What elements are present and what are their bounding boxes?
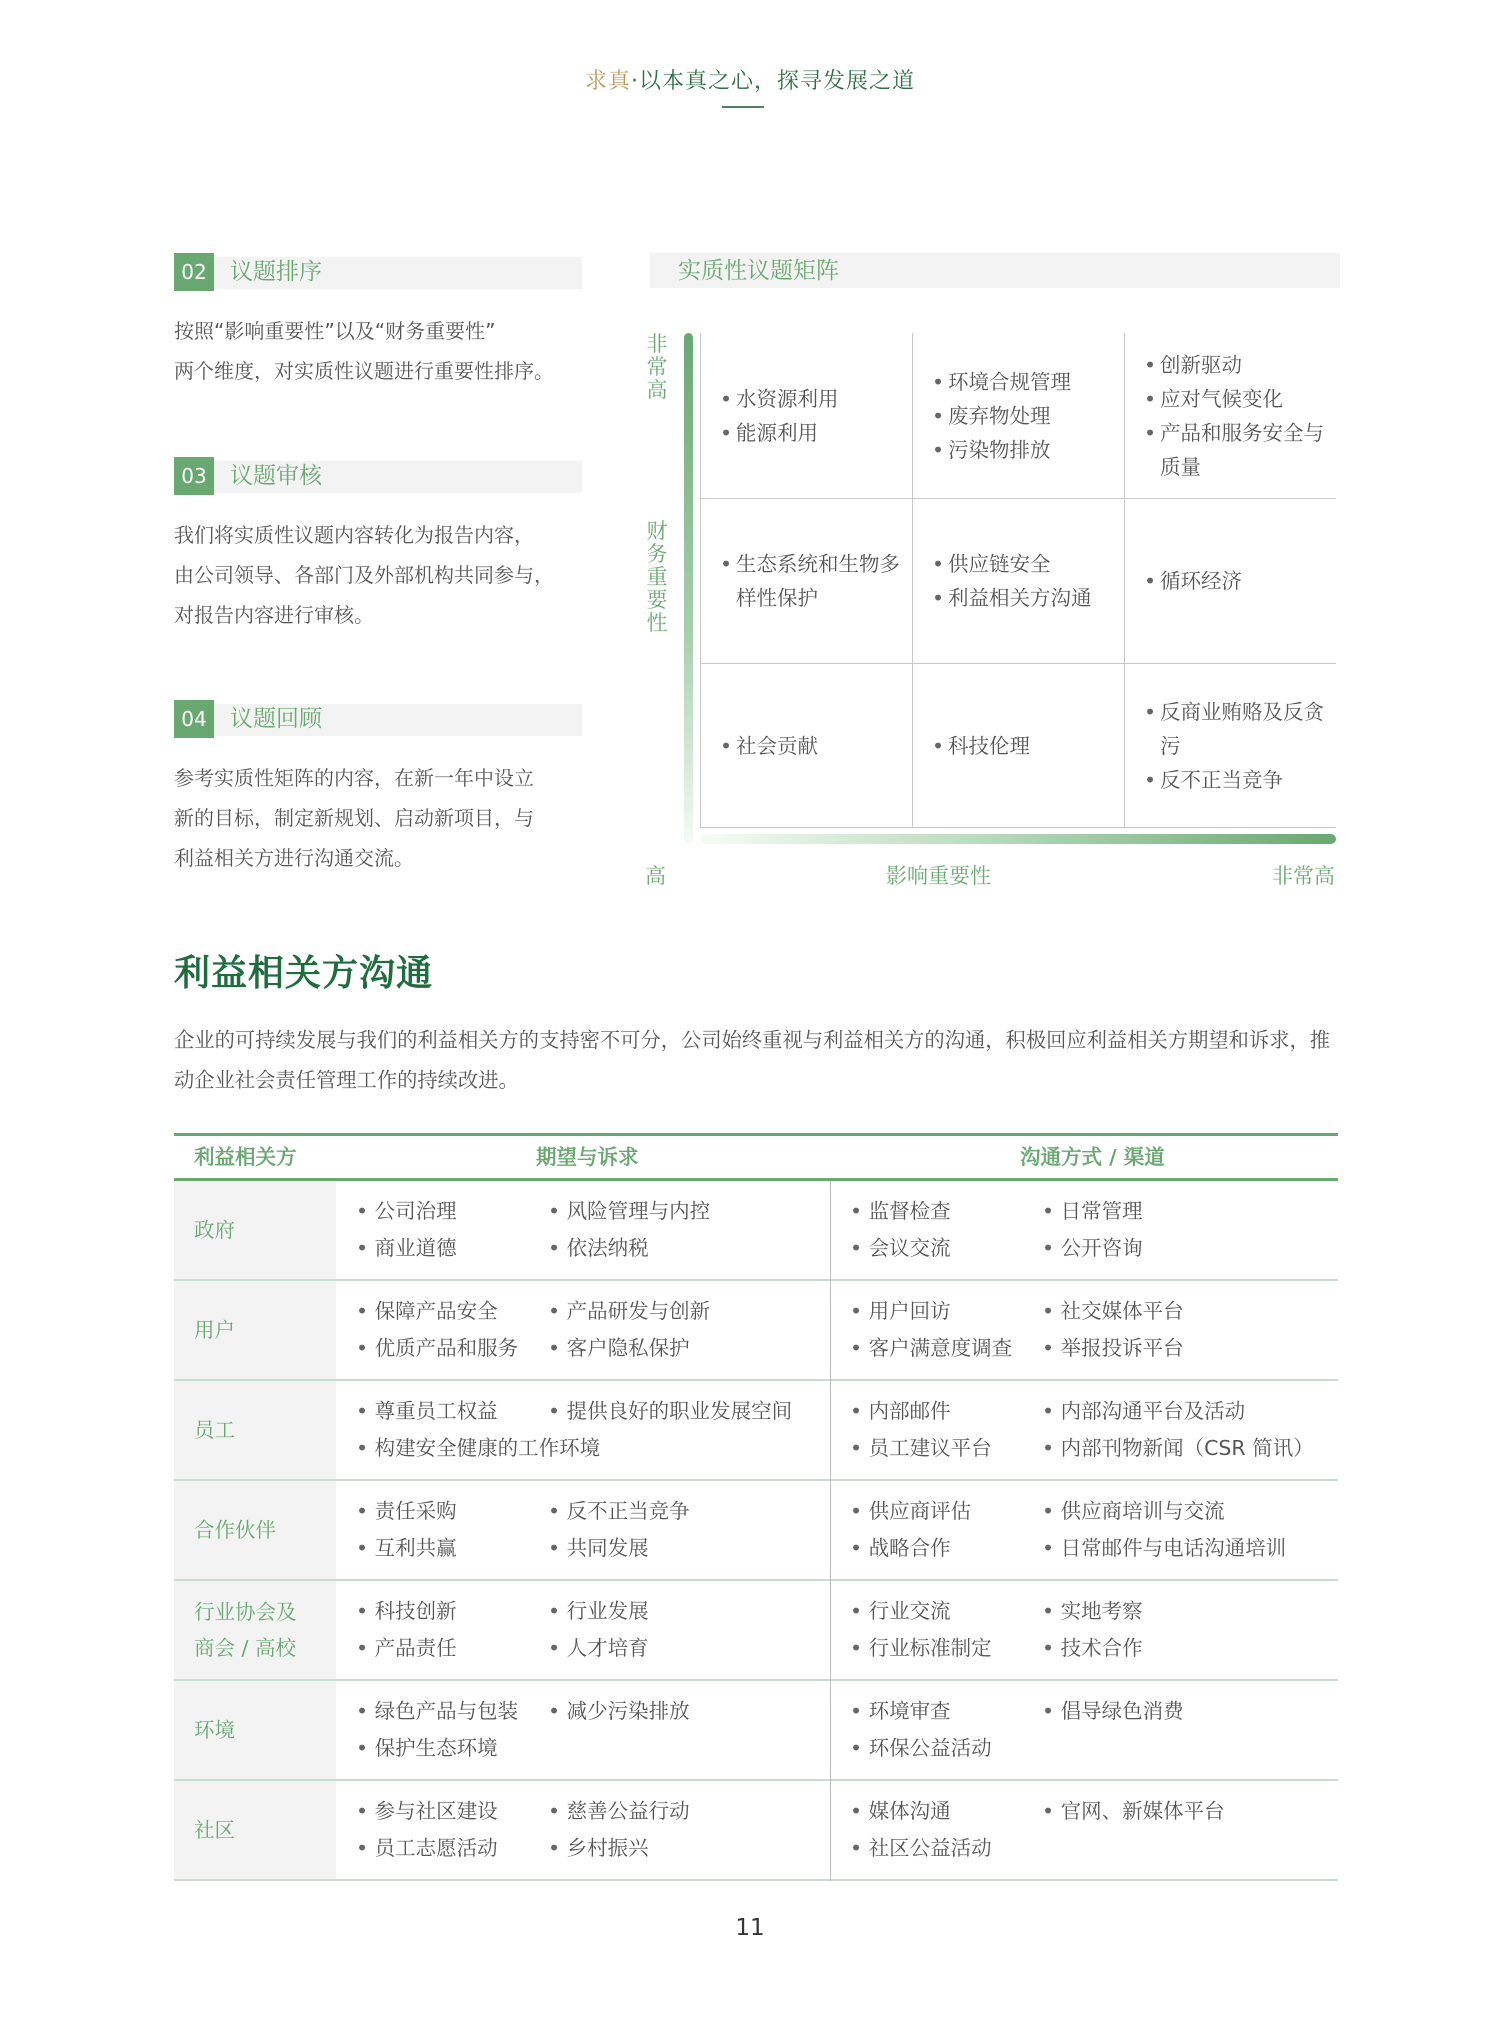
list-item: • 倡导绿色消费 bbox=[1042, 1693, 1184, 1730]
expectations-list bbox=[548, 1481, 690, 1579]
list-item: • 商业道德 bbox=[356, 1230, 457, 1267]
grid-line bbox=[700, 333, 701, 827]
list-item: • 举报投诉平台 bbox=[1042, 1330, 1184, 1367]
list-item: • 行业交流 bbox=[850, 1593, 992, 1630]
list-item: • 媒体沟通 bbox=[850, 1793, 992, 1830]
matrix-cell bbox=[1142, 498, 1342, 663]
step-number: 03 bbox=[174, 457, 214, 495]
stakeholder-name bbox=[174, 1781, 336, 1879]
list-item: • 保障产品安全 bbox=[356, 1293, 518, 1330]
expectations-list bbox=[356, 1581, 457, 1679]
stakeholder-name bbox=[174, 1481, 336, 1579]
matrix-cell bbox=[718, 663, 908, 828]
step-body bbox=[174, 311, 582, 391]
table-row bbox=[174, 1281, 1338, 1381]
matrix-cell bbox=[1142, 333, 1342, 498]
expectations-list bbox=[356, 1281, 518, 1379]
list-item: • 共同发展 bbox=[548, 1530, 690, 1567]
list-item: • 客户满意度调查 bbox=[850, 1330, 1012, 1367]
list-item: • 员工志愿活动 bbox=[356, 1830, 498, 1867]
stakeholder-name-text: 合作伙伴 bbox=[194, 1518, 276, 1542]
list-item: • 互利共赢 bbox=[356, 1530, 457, 1567]
matrix-title-bar bbox=[650, 253, 1340, 288]
expectations-list bbox=[356, 1781, 498, 1879]
list-item: • 供应商评估 bbox=[850, 1493, 971, 1530]
list-item: • 内部邮件 bbox=[850, 1393, 992, 1430]
list-item: • 产品研发与创新 bbox=[548, 1293, 710, 1330]
stakeholder-name-text: 员工 bbox=[194, 1418, 235, 1442]
table-row bbox=[174, 1781, 1338, 1881]
stakeholder-name bbox=[174, 1681, 336, 1779]
matrix-topic: • 循环经济 bbox=[1142, 564, 1342, 598]
list-item: • 乡村振兴 bbox=[548, 1830, 690, 1867]
column-divider bbox=[830, 1781, 831, 1881]
stakeholder-name-text: 环境 bbox=[194, 1718, 235, 1742]
header-stakeholder: 利益相关方 bbox=[194, 1145, 297, 1169]
matrix-cell bbox=[718, 498, 908, 663]
list-item: • 反不正当竞争 bbox=[548, 1493, 690, 1530]
step-title: 议题审核 bbox=[230, 463, 322, 489]
x-axis-name: 影响重要性 bbox=[886, 864, 991, 888]
list-item: • 社区公益活动 bbox=[850, 1830, 992, 1867]
materiality-matrix bbox=[700, 333, 1336, 827]
list-item: • 依法纳税 bbox=[548, 1230, 710, 1267]
list-item: • 风险管理与内控 bbox=[548, 1193, 710, 1230]
header-channels: 沟通方式 / 渠道 bbox=[1020, 1145, 1165, 1169]
list-item: • 日常邮件与电话沟通培训 bbox=[1042, 1530, 1286, 1567]
stakeholder-name-text: 政府 bbox=[194, 1218, 235, 1242]
step-body-line: 两个维度，对实质性议题进行重要性排序。 bbox=[174, 359, 554, 383]
y-axis-top-label: 非 常 高 bbox=[646, 332, 668, 402]
list-item: • 用户回访 bbox=[850, 1293, 1012, 1330]
header-accent: 求真 bbox=[584, 69, 631, 94]
list-item: • 内部沟通平台及活动 bbox=[1042, 1393, 1314, 1430]
step-03 bbox=[174, 457, 582, 635]
list-item: • 慈善公益行动 bbox=[548, 1793, 690, 1830]
channels-list bbox=[1042, 1381, 1314, 1479]
matrix-topic: • 科技伦理 bbox=[930, 729, 1120, 763]
column-divider bbox=[830, 1181, 831, 1281]
stakeholder-name bbox=[174, 1281, 336, 1379]
matrix-topic: • 反不正当竞争 bbox=[1142, 763, 1342, 797]
expectations-list bbox=[548, 1181, 710, 1279]
table-row bbox=[174, 1481, 1338, 1581]
matrix-topic: • 废弃物处理 bbox=[930, 399, 1120, 433]
stakeholder-name bbox=[174, 1581, 336, 1679]
step-body-line: 按照“影响重要性”以及“财务重要性” bbox=[174, 319, 496, 343]
list-item: • 行业发展 bbox=[548, 1593, 649, 1630]
header-expectations: 期望与诉求 bbox=[536, 1145, 639, 1169]
step-body-line: 参考实质性矩阵的内容，在新一年中设立 bbox=[174, 766, 534, 790]
expectations-list bbox=[356, 1481, 457, 1579]
channels-list bbox=[1042, 1681, 1184, 1779]
header-separator: · bbox=[631, 69, 639, 94]
list-item: • 战略合作 bbox=[850, 1530, 971, 1567]
matrix-cell bbox=[930, 498, 1120, 663]
header-title: 以本真之心，探寻发展之道 bbox=[639, 69, 916, 94]
channels-list bbox=[850, 1581, 992, 1679]
list-item: • 公司治理 bbox=[356, 1193, 457, 1230]
list-item: • 监督检查 bbox=[850, 1193, 951, 1230]
stakeholder-name-text: 社区 bbox=[194, 1818, 235, 1842]
step-body-line: 利益相关方进行沟通交流。 bbox=[174, 846, 414, 870]
matrix-topic: • 供应链安全 bbox=[930, 547, 1120, 581]
channels-list bbox=[1042, 1481, 1286, 1579]
column-divider bbox=[830, 1581, 831, 1681]
section-title: 利益相关方沟通 bbox=[174, 953, 434, 994]
stakeholder-name bbox=[174, 1381, 336, 1479]
list-item: • 减少污染排放 bbox=[548, 1693, 690, 1730]
channels-list bbox=[850, 1681, 992, 1779]
grid-line bbox=[912, 333, 913, 827]
channels-list bbox=[850, 1281, 1012, 1379]
list-item: • 会议交流 bbox=[850, 1230, 951, 1267]
list-item: • 人才培育 bbox=[548, 1630, 649, 1667]
list-item: • 员工建议平台 bbox=[850, 1430, 992, 1467]
step-body-line: 对报告内容进行审核。 bbox=[174, 603, 374, 627]
list-item: • 产品责任 bbox=[356, 1630, 457, 1667]
channels-list bbox=[1042, 1581, 1143, 1679]
list-item: • 供应商培训与交流 bbox=[1042, 1493, 1286, 1530]
stakeholder-name-text: 用户 bbox=[194, 1318, 235, 1342]
section-intro: 企业的可持续发展与我们的利益相关方的支持密不可分，公司始终重视与利益相关方的沟通，积极回应利益相关方期望和诉求，推动企业社会责任管理工作的持续改进。 bbox=[174, 1028, 1331, 1092]
channels-list bbox=[850, 1381, 992, 1479]
expectations-list bbox=[548, 1381, 792, 1479]
matrix-topic: • 污染物排放 bbox=[930, 433, 1120, 467]
expectations-list bbox=[548, 1281, 710, 1379]
x-axis-right-label: 非常高 bbox=[1272, 864, 1335, 888]
matrix-cell bbox=[930, 333, 1120, 498]
expectations-list bbox=[548, 1581, 649, 1679]
step-02 bbox=[174, 253, 582, 391]
list-item: • 提供良好的职业发展空间 bbox=[548, 1393, 792, 1430]
list-item: • 行业标准制定 bbox=[850, 1630, 992, 1667]
matrix-cell bbox=[930, 663, 1120, 828]
list-item: • 实地考察 bbox=[1042, 1593, 1143, 1630]
table-row bbox=[174, 1181, 1338, 1281]
grid-line bbox=[1124, 333, 1125, 827]
x-axis-left-label: 高 bbox=[645, 864, 666, 888]
list-item: • 参与社区建设 bbox=[356, 1793, 498, 1830]
step-number: 02 bbox=[174, 253, 214, 291]
list-item: • 科技创新 bbox=[356, 1593, 457, 1630]
list-item: • 内部刊物新闻（CSR 简讯） bbox=[1042, 1430, 1314, 1467]
step-body-line: 由公司领导、各部门及外部机构共同参与， bbox=[174, 563, 554, 587]
matrix-topic: • 反商业贿赂及反贪污 bbox=[1142, 695, 1342, 763]
column-divider bbox=[830, 1481, 831, 1581]
table-row bbox=[174, 1381, 1338, 1481]
matrix-topic: • 产品和服务安全与质量 bbox=[1142, 416, 1342, 484]
table-row bbox=[174, 1581, 1338, 1681]
step-number: 04 bbox=[174, 700, 214, 738]
step-body bbox=[174, 515, 582, 635]
table-header bbox=[174, 1133, 1338, 1181]
expectations-list bbox=[356, 1181, 457, 1279]
step-title: 议题回顾 bbox=[230, 706, 322, 732]
list-item: • 客户隐私保护 bbox=[548, 1330, 710, 1367]
list-item: • 日常管理 bbox=[1042, 1193, 1143, 1230]
matrix-topic: • 环境合规管理 bbox=[930, 365, 1120, 399]
running-header bbox=[0, 64, 1500, 95]
list-item: • 公开咨询 bbox=[1042, 1230, 1143, 1267]
column-divider bbox=[830, 1381, 831, 1481]
matrix-topic: • 应对气候变化 bbox=[1142, 382, 1342, 416]
expectations-list bbox=[356, 1681, 518, 1779]
list-item: • 绿色产品与包装 bbox=[356, 1693, 518, 1730]
matrix-topic: • 能源利用 bbox=[718, 416, 908, 450]
table-row bbox=[174, 1681, 1338, 1781]
stakeholder-name-text: 行业协会及商会 / 高校 bbox=[194, 1600, 297, 1660]
step-title: 议题排序 bbox=[230, 259, 322, 285]
stakeholder-name bbox=[174, 1181, 336, 1279]
page-number: 11 bbox=[735, 1915, 765, 1941]
list-item: • 保护生态环境 bbox=[356, 1730, 518, 1767]
channels-list bbox=[850, 1781, 992, 1879]
y-axis-gradient-bar bbox=[684, 333, 693, 843]
matrix-topic: • 水资源利用 bbox=[718, 382, 908, 416]
matrix-title: 实质性议题矩阵 bbox=[678, 258, 839, 284]
channels-list bbox=[1042, 1181, 1143, 1279]
matrix-topic: • 社会贡献 bbox=[718, 729, 908, 763]
matrix-topic: • 生态系统和生物多样性保护 bbox=[718, 547, 908, 615]
list-item: • 尊重员工权益 bbox=[356, 1393, 600, 1430]
matrix-cell bbox=[1142, 663, 1342, 828]
channels-list bbox=[1042, 1281, 1184, 1379]
x-axis-gradient-bar bbox=[700, 834, 1336, 844]
channels-list bbox=[850, 1181, 951, 1279]
list-item: • 优质产品和服务 bbox=[356, 1330, 518, 1367]
list-item: • 责任采购 bbox=[356, 1493, 457, 1530]
column-divider bbox=[830, 1681, 831, 1781]
step-body-line: 我们将实质性议题内容转化为报告内容， bbox=[174, 523, 534, 547]
stakeholder-table bbox=[174, 1133, 1338, 1881]
expectations-list bbox=[548, 1681, 690, 1779]
y-axis-name: 财 务 重 要 性 bbox=[646, 519, 668, 635]
list-item: • 环境审查 bbox=[850, 1693, 992, 1730]
channels-list bbox=[850, 1481, 971, 1579]
step-04 bbox=[174, 700, 582, 878]
step-body bbox=[174, 758, 582, 878]
header-rule bbox=[722, 106, 764, 108]
expectations-list bbox=[548, 1781, 690, 1879]
step-body-line: 新的目标，制定新规划、启动新项目，与 bbox=[174, 806, 534, 830]
matrix-cell bbox=[718, 333, 908, 498]
matrix-topic: • 利益相关方沟通 bbox=[930, 581, 1120, 615]
list-item: • 环保公益活动 bbox=[850, 1730, 992, 1767]
list-item: • 社交媒体平台 bbox=[1042, 1293, 1184, 1330]
list-item: • 技术合作 bbox=[1042, 1630, 1143, 1667]
matrix-topic: • 创新驱动 bbox=[1142, 348, 1342, 382]
list-item: • 构建安全健康的工作环境 bbox=[356, 1430, 600, 1467]
column-divider bbox=[830, 1281, 831, 1381]
channels-list bbox=[1042, 1781, 1225, 1879]
list-item: • 官网、新媒体平台 bbox=[1042, 1793, 1225, 1830]
